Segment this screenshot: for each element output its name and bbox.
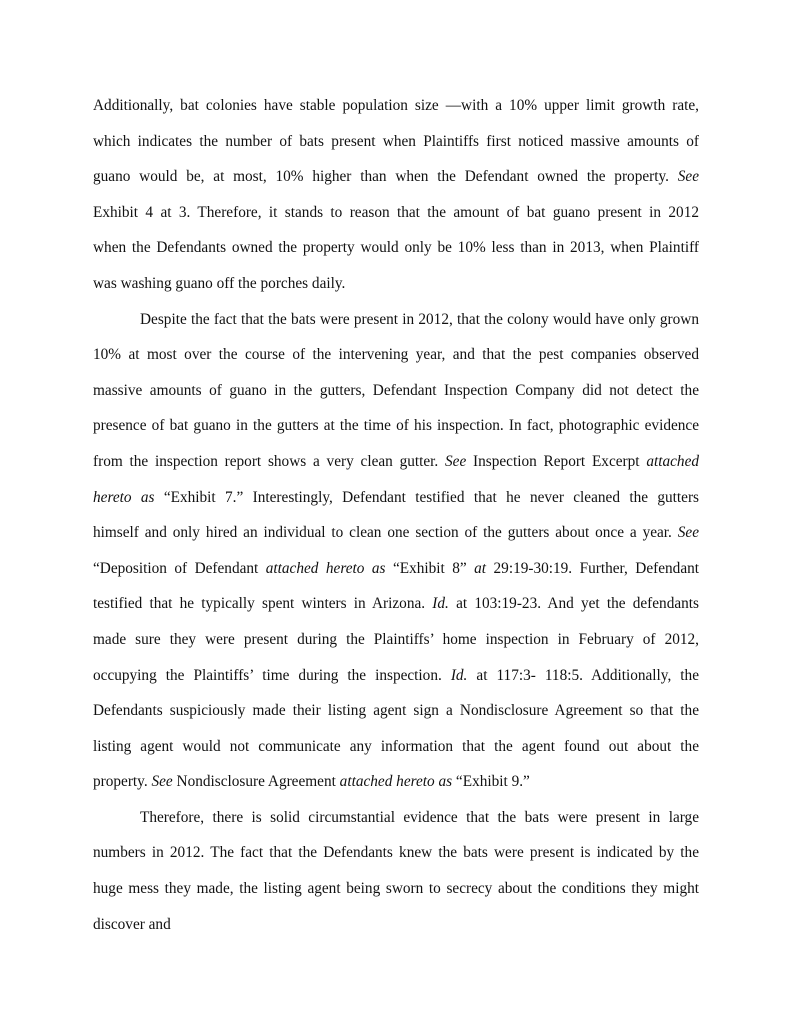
text-run: Exhibit 4 at 3. Therefore, it stands to reason that the amount of bat guano present in 2012 xyxy=(93,203,699,221)
body-paragraph xyxy=(93,302,699,800)
text-run: Defendants suspiciously made their listing agent sign a Nondisclosure Agreement so that the xyxy=(93,702,699,720)
italic-text: hereto as xyxy=(93,488,155,506)
text-run: made sure they were present during the Plaintiffs’ home inspection in February of 2012, xyxy=(93,630,699,648)
text-run: guano would be, at most, 10% higher than when the Defendant owned the property. xyxy=(93,168,678,186)
italic-text: at xyxy=(474,559,487,577)
italic-text: attached xyxy=(646,452,700,470)
text-run: property. xyxy=(93,773,152,791)
text-line xyxy=(93,337,699,373)
text-line xyxy=(93,230,699,266)
document-page xyxy=(93,88,699,942)
text-line xyxy=(93,515,699,551)
italic-text: Id. xyxy=(450,666,468,684)
text-run: “Exhibit 7.” Interestingly, Defendant testified that he never cleaned the gutters xyxy=(154,488,700,506)
italic-text: attached hereto as xyxy=(265,559,386,577)
text-line xyxy=(93,373,699,409)
text-line xyxy=(93,159,699,195)
text-line xyxy=(93,907,699,943)
text-line xyxy=(93,408,699,444)
italic-text: attached hereto as xyxy=(339,773,453,791)
text-line xyxy=(93,693,699,729)
text-line xyxy=(93,302,699,338)
text-line xyxy=(93,800,699,836)
text-run: “Exhibit 9.” xyxy=(452,773,530,791)
text-run: testified that he typically spent winters in Arizona. xyxy=(93,595,433,613)
body-paragraph xyxy=(93,88,699,302)
text-line xyxy=(93,835,699,871)
text-run: occupying the Plaintiffs’ time during the inspection. xyxy=(93,666,451,684)
text-line xyxy=(93,871,699,907)
text-run: discover and xyxy=(93,915,171,933)
text-run: Despite the fact that the bats were present in 2012, that the colony would have only grown xyxy=(140,310,699,328)
text-run: when the Defendants owned the property would only be 10% less than in 2013, when Plaintiff xyxy=(93,239,699,257)
italic-text: See xyxy=(677,168,699,186)
text-line xyxy=(93,658,699,694)
text-line xyxy=(93,764,699,800)
italic-text: See xyxy=(445,452,467,470)
text-run: listing agent would not communicate any information that the agent found out about the xyxy=(93,737,699,755)
text-line xyxy=(93,195,699,231)
text-run: 10% at most over the course of the intervening year, and that the pest companies observed xyxy=(93,346,699,364)
text-run: Therefore, there is solid circumstantial evidence that the bats were present in large xyxy=(140,808,699,826)
text-run: 29:19-30:19. Further, Defendant xyxy=(486,559,700,577)
text-line xyxy=(93,551,699,587)
text-run: at 117:3- 118:5. Additionally, the xyxy=(467,666,699,684)
italic-text: See xyxy=(677,524,699,542)
text-line xyxy=(93,480,699,516)
text-run: huge mess they made, the listing agent being sworn to secrecy about the conditions they might xyxy=(93,880,699,898)
text-run: was washing guano off the porches daily. xyxy=(93,274,346,292)
text-run: Nondisclosure Agreement xyxy=(172,773,340,791)
italic-text: Id. xyxy=(432,595,449,613)
text-run: massive amounts of guano in the gutters, Defendant Inspection Company did not detect the xyxy=(93,381,699,399)
text-run: Inspection Report Excerpt xyxy=(466,452,647,470)
body-paragraph xyxy=(93,800,699,942)
text-line xyxy=(93,622,699,658)
text-run: at 103:19-23. And yet the defendants xyxy=(448,595,699,613)
text-line xyxy=(93,586,699,622)
text-line xyxy=(93,88,699,124)
text-run: which indicates the number of bats present when Plaintiffs first noticed massive amounts of xyxy=(93,132,699,150)
text-line xyxy=(93,729,699,765)
text-run: from the inspection report shows a very clean gutter. xyxy=(93,452,446,470)
text-run: “Deposition of Defendant xyxy=(93,559,266,577)
text-line xyxy=(93,444,699,480)
text-line xyxy=(93,124,699,160)
italic-text: See xyxy=(151,773,173,791)
text-run: himself and only hired an individual to clean one section of the gutters about once a year. xyxy=(93,524,678,542)
text-run: Additionally, bat colonies have stable population size —with a 10% upper limit growth rate, xyxy=(93,97,699,114)
text-run: presence of bat guano in the gutters at the time of his inspection. In fact, photographic evidence xyxy=(93,417,699,435)
text-line xyxy=(93,266,699,302)
text-run: “Exhibit 8” xyxy=(385,559,475,577)
text-run: numbers in 2012. The fact that the Defendants knew the bats were present is indicated by the xyxy=(93,844,699,862)
